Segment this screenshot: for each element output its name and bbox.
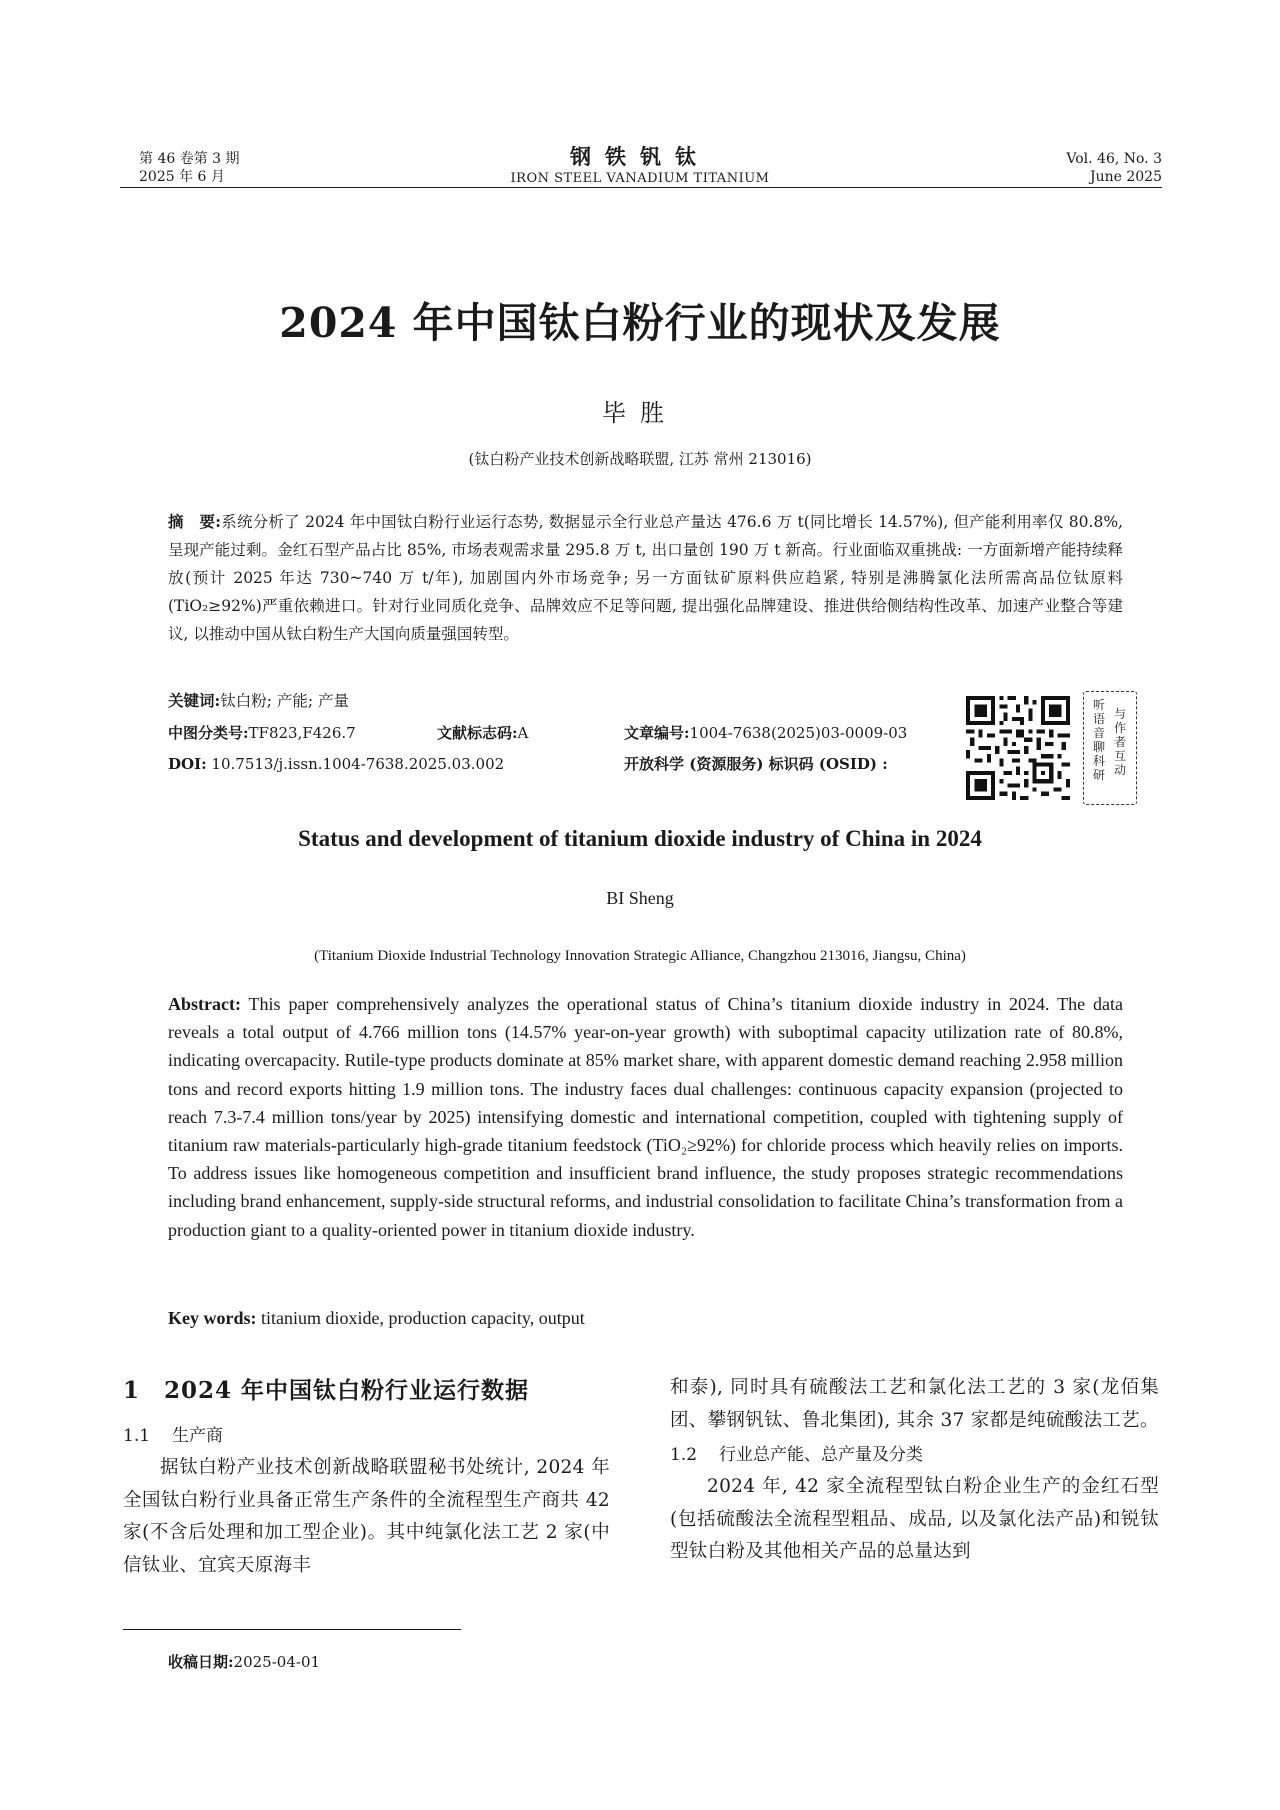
document-code [437,721,528,745]
article-number-value: 1004-7638(2025)03-0009-03 [689,724,908,742]
abstract-en-text: This paper comprehensively analyzes the operational status of China’s titanium dioxide industry in 2024. The data reveals a total output of 4.766 million tons (14.57% year-on-year growth) with suboptimal capacity utilization rate of 80.8%, indicating overcapacity. Rutile-type products dominate at 85% market share, with apparent domestic demand reaching 2.958 million tons and record exports hitting 1.9 million tons. The industry faces dual challenges: continuous capacity expansion (projected to reach 7.3-7.4 million tons/year by 2025) intensifying domestic and international competition, coupled with tightening supply of titanium raw materials-particularly high-grade titanium feedstock (TiO₂≥92%) for chloride process which heavily relies on imports. To address issues like homogeneous competition and insufficient brand influence, the study proposes strategic recommendations including brand enhancement, supply-side structural reforms, and industrial consolidation to facilitate China’s transformation from a production giant to a quality-oriented power in titanium dioxide industry. [168,994,1123,1240]
body-column-right [670,1372,1159,1569]
header-issue-en [1066,150,1162,186]
paragraph: 2024 年, 42 家全流程型钛白粉企业生产的金红石型(包括硫酸法全流程型粗品、成品, 以及氯化法产品)和锐钛型钛白粉及其他相关产品的总量达到 [670,1476,1159,1563]
date-en: June 2025 [1089,169,1162,185]
doi [168,752,504,776]
abstract-cn-text: 系统分析了 2024 年中国钛白粉行业运行态势, 数据显示全行业总产量达 476.6 万 t(同比增长 14.57%), 但产能利用率仅 80.8%, 呈现产能过剩。金红石型产品占比 85%, 市场表观需求量 295.8 万 t, 出口量创 190 万 t 新高。行业面临双重挑战: 一方面新增产能持续释放(预计 2025 年达 730~740 万 t/年), 加剧国内外市场竞争; 另一方面钛矿原料供应趋紧, 特别是沸腾氯化法所需高品位钛原料(TiO₂≥92%)严重依赖进口。针对行业同质化竞争、品牌效应不足等问题, 提出强化品牌建设、推进供给侧结构性改革、加速产业整合等建议, 以推动中国从钛白粉生产大国向质量强国转型。 [168,513,1123,643]
doi-label: DOI: [168,755,207,773]
doi-value: 10.7513/j.issn.1004-7638.2025.03.002 [211,755,505,773]
abstract-en [168,990,1123,1244]
header-rule [120,187,1162,188]
section-heading [123,1372,610,1410]
keywords-cn [168,689,349,713]
article-number-label: 文章编号: [624,724,690,742]
subsection-heading [670,1439,1159,1471]
qr-code-icon[interactable] [966,696,1070,800]
abstract-en-label: Abstract: [168,994,241,1014]
received-value: 2025-04-01 [233,1653,321,1671]
osid-label: 开放科学 (资源服务) 标识码 (OSID) : [624,755,888,773]
article-title-cn: 2024 年中国钛白粉行业的现状及发展 [279,299,1001,347]
affiliation-en: (Titanium Dioxide Industrial Technology Innovation Strategic Alliance, Changzhou 213016, Jiangsu, China) [314,948,966,964]
keywords-cn-text: 钛白粉; 产能; 产量 [220,692,350,710]
classification-number [168,721,356,745]
classification-value: TF823,F426.7 [248,724,356,742]
keywords-cn-label: 关键词: [168,691,221,710]
osid-note-col1: 听语音聊科研 [1092,698,1105,782]
subsection-title: 行业总产能、总产量及分类 [719,1445,924,1466]
body-column-left [123,1372,610,1582]
document-code-value: A [517,724,529,742]
author-en: BI Sheng [606,888,674,908]
received-label: 收稿日期: [168,1653,234,1671]
paragraph-continued: 和泰), 同时具有硫酸法工艺和氯化法工艺的 3 家(龙佰集团、攀钢钒钛、鲁北集团), 其余 37 家都是纯硫酸法工艺。 [670,1377,1159,1431]
volume-en: Vol. 46, No. 3 [1066,151,1162,167]
footnote-rule [123,1629,461,1630]
author-cn: 毕胜 [602,399,678,427]
subsection-number: 1.1 [123,1426,151,1446]
document-code-label: 文献标志码: [437,724,518,742]
article-number [624,721,907,745]
journal-name-cn: 钢铁钒钛 [570,144,710,169]
classification-label: 中图分类号: [168,724,249,742]
received-date [168,1651,320,1672]
osid-side-note [1083,691,1137,805]
subsection-number: 1.2 [670,1445,698,1466]
section-title: 2024 年中国钛白粉行业运行数据 [164,1377,530,1404]
article-title-en: Status and development of titanium dioxide industry of China in 2024 [298,826,982,851]
keywords-en-label: Key words: [168,1308,257,1328]
keywords-en-text: titanium dioxide, production capacity, output [256,1308,585,1328]
paragraph: 据钛白粉产业技术创新战略联盟秘书处统计, 2024 年全国钛白粉行业具备正常生产条件的全流程型生产商共 42 家(不含后处理和加工型企业)。其中纯氯化法工艺 2 家(中信钛业、宜宾天原海丰 [123,1457,610,1576]
abstract-cn-label: 摘 要: [168,512,221,531]
affiliation-cn: (钛白粉产业技术创新战略联盟, 江苏 常州 213016) [468,450,812,468]
osid-note-col2: 与作者互动 [1113,707,1126,777]
section-number: 1 [123,1377,141,1404]
volume-cn: 第 46 卷第 3 期 [139,151,240,167]
subsection-title: 生产商 [172,1426,224,1446]
keywords-en [168,1305,585,1331]
date-cn: 2025 年 6 月 [139,169,225,185]
journal-name-en: IRON STEEL VANADIUM TITANIUM [510,171,770,186]
subsection-heading [123,1420,610,1452]
abstract-cn [168,508,1123,648]
